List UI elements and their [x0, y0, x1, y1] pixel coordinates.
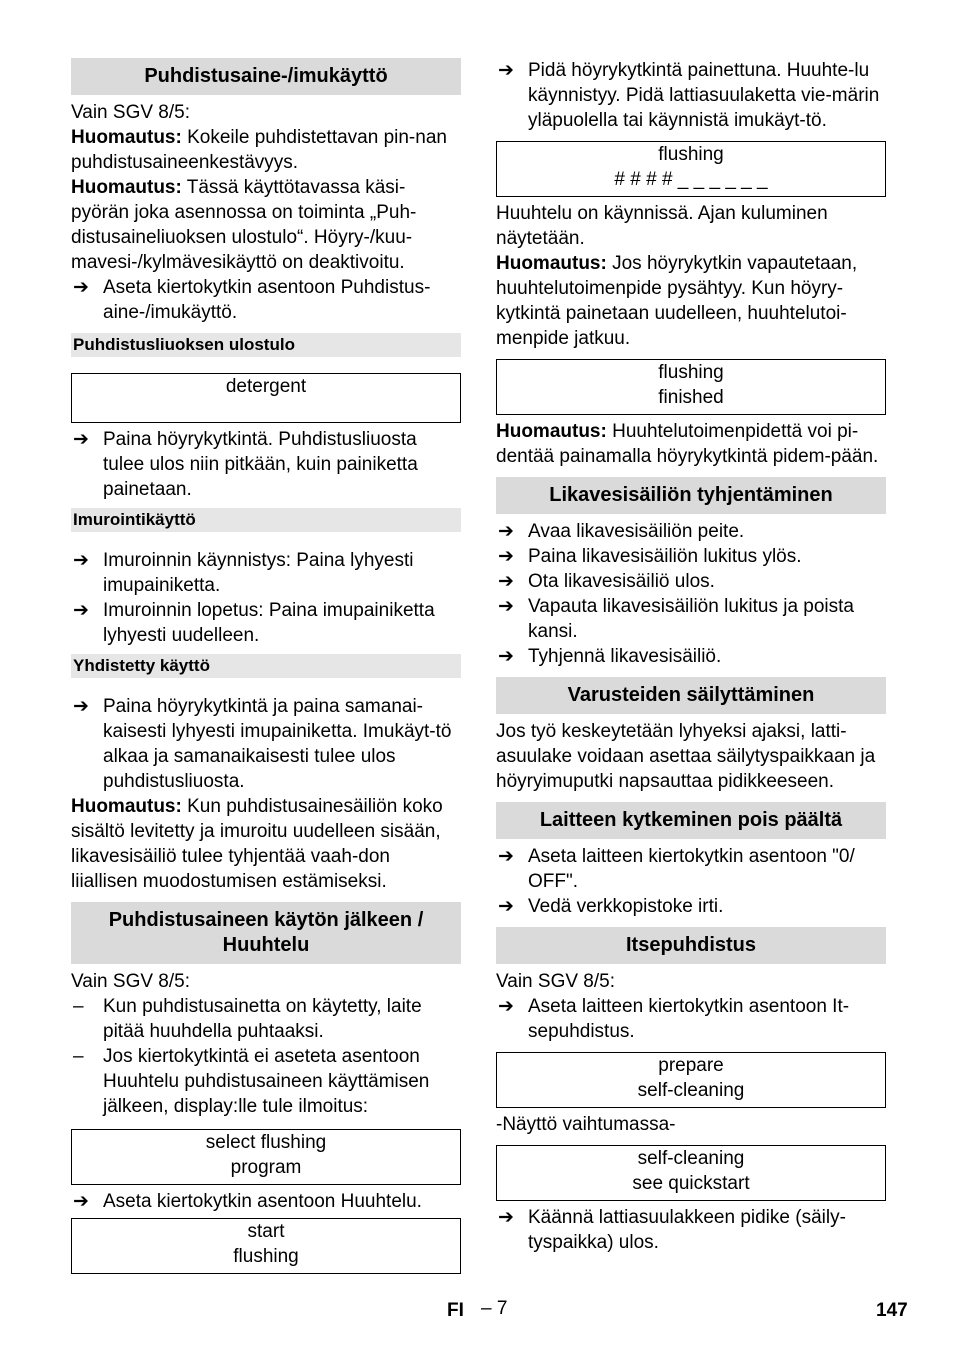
note-paragraph: Huomautus: Kun puhdistusainesäiliön koko sisältö levitetty ja imuroitu uudelleen sisään, likavesisäiliö tulee tyhjentää vaah-don liiallisen muodostumisen estämiseksi. — [71, 796, 443, 892]
arrow-right-icon: ➔ — [73, 1191, 89, 1212]
arrow-right-icon: ➔ — [498, 546, 514, 567]
display-box: flushing # # # # _ _ _ _ _ _ — [496, 141, 886, 197]
model-note: Vain SGV 8/5: — [71, 102, 190, 123]
arrow-right-icon: ➔ — [498, 996, 514, 1017]
dash-item: – Kun puhdistusainetta on käytetty, laite pitää huuhdella puhtaaksi. — [73, 996, 422, 1042]
step-item: ➔ Aseta kiertokytkin asentoon Huuhtelu. — [73, 1191, 422, 1212]
display-box: flushing finished — [496, 359, 886, 415]
model-note: Vain SGV 8/5: — [496, 971, 615, 992]
arrow-right-icon: ➔ — [498, 60, 514, 81]
display-box: detergent — [71, 373, 461, 423]
note-paragraph: Huomautus: Jos höyrykytkin vapautetaan, huuhtelutoimenpide pysähtyy. Kun höyry-kytkintä painetaan uudelleen, huuhtelutoi-menpide jatkuu. — [496, 253, 858, 349]
heading-switch-off: Laitteen kytkeminen pois päältä — [496, 802, 886, 839]
step-item: ➔ Vedä verkkopistoke irti. — [498, 896, 724, 917]
left-column — [71, 58, 461, 1278]
footer-section-page: – 7 — [481, 1298, 508, 1319]
heading-accessory-storage: Varusteiden säilyttäminen — [496, 677, 886, 714]
dash-item: – Jos kiertokytkintä ei aseteta asentoon Huuhtelu puhdistusaineen käyttämisen jälkeen, display:lle tule ilmoitus: — [73, 1046, 430, 1117]
heading-solution-outlet: Puhdistusliuoksen ulostulo — [71, 333, 461, 357]
display-changing-note: -Näyttö vaihtumassa- — [496, 1114, 676, 1135]
dash-bullet: – — [73, 1046, 84, 1067]
footer-language: FI — [447, 1300, 464, 1321]
step-item: ➔ Imuroinnin käynnistys: Paina lyhyesti imupainiketta. — [73, 550, 414, 596]
step-item: ➔ Paina likavesisäiliön lukitus ylös. — [498, 546, 802, 567]
arrow-right-icon: ➔ — [73, 277, 89, 298]
display-box: self-cleaning see quickstart — [496, 1145, 886, 1201]
heading-empty-dirty-water-tank: Likavesisäiliön tyhjentäminen — [496, 477, 886, 514]
step-item: ➔ Imuroinnin lopetus: Paina imupainiketta lyhyesti uudelleen. — [73, 600, 435, 646]
step-item: ➔ Käännä lattiasuulakkeen pidike (säily-tyspaikka) ulos. — [498, 1207, 846, 1253]
display-box: select flushing program — [71, 1129, 461, 1185]
heading-combined-mode: Yhdistetty käyttö — [71, 654, 461, 678]
heading-after-use-flushing: Puhdistusaineen käytön jälkeen / Huuhtelu — [71, 902, 461, 964]
flush-status: Huuhtelu on käynnissä. Ajan kuluminen näytetään. — [496, 203, 828, 249]
heading-vacuum-mode: Imurointikäyttö — [71, 508, 461, 532]
arrow-right-icon: ➔ — [73, 600, 89, 621]
heading-self-cleaning: Itsepuhdistus — [496, 927, 886, 964]
step-item: ➔ Aseta laitteen kiertokytkin asentoon It-sepuhdistus. — [498, 996, 850, 1042]
note-paragraph: Huomautus: Kokeile puhdistettavan pin-nan puhdistusaineenkestävyys. — [71, 127, 447, 173]
display-box: prepare self-cleaning — [496, 1052, 886, 1108]
dash-bullet: – — [73, 996, 84, 1017]
storage-paragraph: Jos työ keskeytetään lyhyeksi ajaksi, latti-asuulake voidaan asettaa säilytyspaikkaan ja höyryimuputki napsauttaa pidikkeeseen. — [496, 721, 876, 792]
step-item: ➔ Ota likavesisäiliö ulos. — [498, 571, 715, 592]
arrow-right-icon: ➔ — [498, 1207, 514, 1228]
display-box: start flushing — [71, 1218, 461, 1274]
step-item: ➔ Aseta laitteen kiertokytkin asentoon "0/ OFF". — [498, 846, 855, 892]
note-paragraph: Huomautus: Tässä käyttötavassa käsi-pyörän joka asennossa on toiminta „Puh-distusaineliuoksen ulostulo“. Höyry-/kuu-mavesi-/kylmävesikäyttö on deaktivoitu. — [71, 177, 417, 273]
arrow-right-icon: ➔ — [73, 429, 89, 450]
page-number: 147 — [876, 1300, 908, 1321]
right-column — [496, 58, 886, 1255]
arrow-right-icon: ➔ — [498, 521, 514, 542]
step-item: ➔ Tyhjennä likavesisäiliö. — [498, 646, 722, 667]
arrow-right-icon: ➔ — [73, 550, 89, 571]
arrow-right-icon: ➔ — [498, 896, 514, 917]
step-item: ➔ Vapauta likavesisäiliön lukitus ja poista kansi. — [498, 596, 854, 642]
arrow-right-icon: ➔ — [498, 596, 514, 617]
arrow-right-icon: ➔ — [498, 846, 514, 867]
step-item: ➔ Pidä höyrykytkintä painettuna. Huuhte-lu käynnistyy. Pidä lattiasuulaketta vie-märin yläpuolella tai käynnistä imukäyt-tö. — [498, 60, 880, 131]
note-paragraph: Huomautus: Huuhtelutoimenpidettä voi pi-dentää painamalla höyrykytkintä pidem-pään. — [496, 421, 879, 467]
arrow-right-icon: ➔ — [498, 646, 514, 667]
arrow-right-icon: ➔ — [498, 571, 514, 592]
model-note: Vain SGV 8/5: — [71, 971, 190, 992]
step-item: ➔ Avaa likavesisäiliön peite. — [498, 521, 745, 542]
arrow-right-icon: ➔ — [73, 696, 89, 717]
step-item: ➔ Aseta kiertokytkin asentoon Puhdistus-aine-/imukäyttö. — [73, 277, 431, 323]
step-item: ➔ Paina höyrykytkintä ja paina samanai-kaisesti lyhyesti imupainiketta. Imukäyt-tö alkaa ja samanaikaisesti tulee ulos puhdistusliuosta. — [73, 696, 452, 792]
step-item: ➔ Paina höyrykytkintä. Puhdistusliuosta tulee ulos niin pitkään, kuin painiketta painetaan. — [73, 429, 418, 500]
heading-cleaning-agent-mode: Puhdistusaine-/imukäyttö — [71, 58, 461, 95]
